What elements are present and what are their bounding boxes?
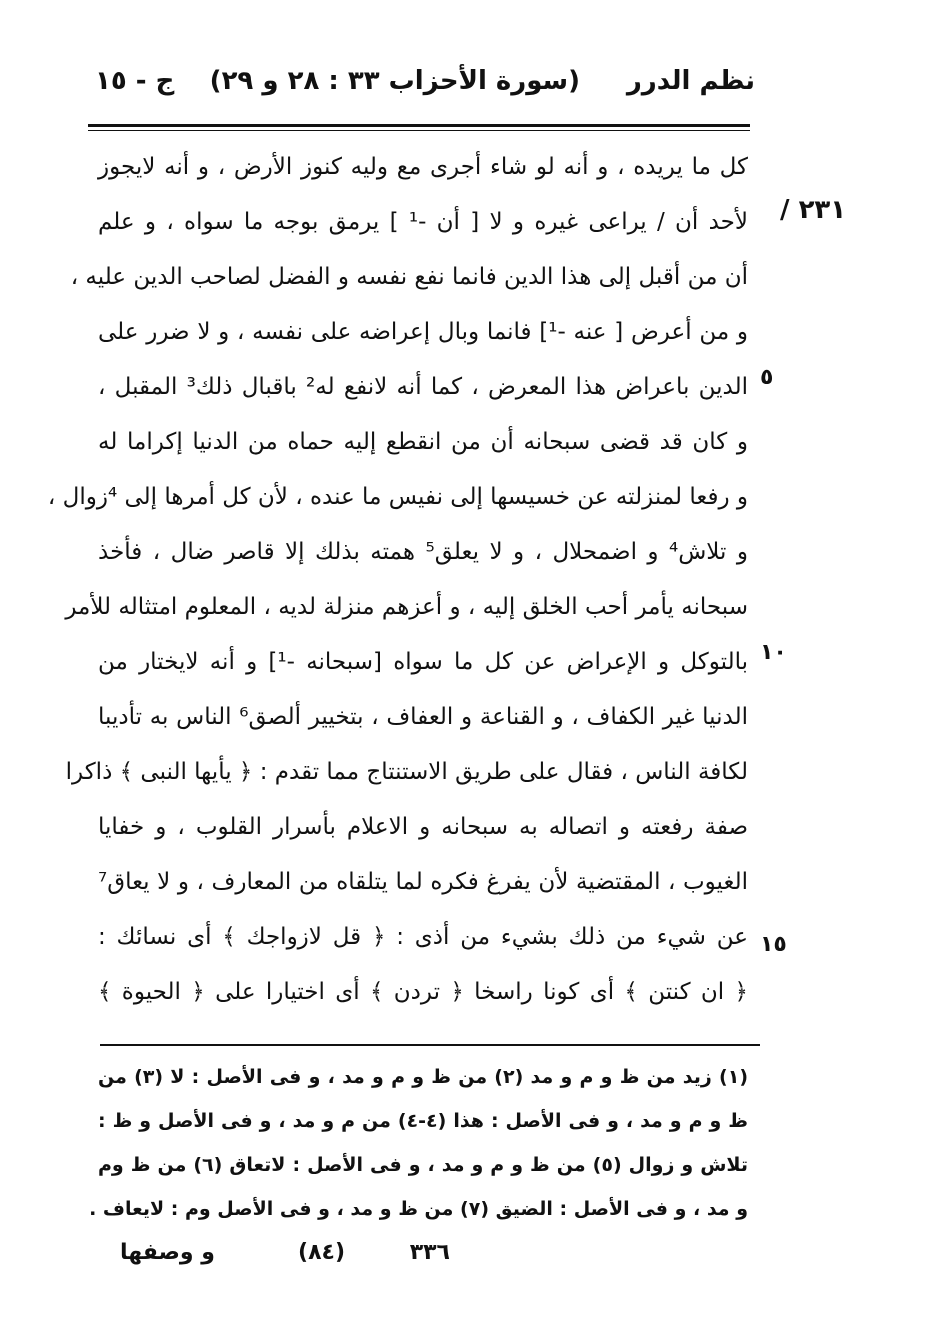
text-line: لكافة الناس ، فقال على طريق الاستنتاج مما تقدم : ﴿ يأيها النبى ﴾ ذاكرا bbox=[65, 759, 748, 785]
text-line: سبحانه يأمر أحب الخلق إليه ، و أعزهم منزلة لديه ، المعلوم امتثاله للأمر bbox=[65, 594, 748, 620]
text-line: ﴿ ان كنتن ﴾ أى كونا راسخا ﴿ تردن ﴾ أى اختيارا على ﴿ الحيوة ﴾ bbox=[98, 979, 748, 1005]
text-line: الدنيا غير الكفاف ، و القناعة و العفاف ، بتخيير ألصق⁶ الناس به تأديبا bbox=[98, 704, 748, 730]
footnote-line: و مد ، و فى الأصل : الضيق (٧) من ظ و مد ، و فى الأصل وم : لايعاف . bbox=[89, 1198, 748, 1220]
line-number-5: ٥ bbox=[760, 365, 774, 390]
catchword: و وصفها bbox=[120, 1240, 215, 1265]
footnotes bbox=[89, 1055, 749, 1231]
text-line: عن شيء من ذلك بشيء من أذى : ﴿ قل لازواجك ﴾ أى نسائك : bbox=[98, 924, 748, 950]
line-number-10: ١٠ bbox=[760, 640, 787, 665]
footnote-separator bbox=[100, 1044, 760, 1046]
text-line: الغيوب ، المقتضية لأن يفرغ فكره لما يتلقاه من المعارف ، و لا يعاق⁷ bbox=[98, 869, 748, 895]
text-line: صفة رفعته و اتصاله به سبحانه و الاعلام بأسرار القلوب ، و خفايا bbox=[98, 814, 748, 840]
page-header bbox=[95, 66, 755, 116]
text-line: و تلاش⁴ و اضمحلال ، و لا يعلق⁵ همته بذلك إلا قاصر ضال ، فأخذ bbox=[98, 539, 748, 565]
book-title: نظم الدرر bbox=[626, 66, 755, 96]
page-footer bbox=[120, 1240, 760, 1280]
text-line: أن من أقبل إلى هذا الدين فانما نفع نفسه و الفضل لصاحب الدين عليه ، bbox=[70, 264, 748, 290]
text-line: بالتوكل و الإعراض عن كل ما سواه [سبحانه -¹] و أنه لايختار من bbox=[98, 649, 748, 675]
print-sheet-reference: (٨٤) bbox=[298, 1240, 345, 1265]
text-line: كل ما يريده ، و أنه لو شاء أجرى مع وليه كنوز الأرض ، و أنه لايجوز bbox=[98, 154, 748, 180]
text-line: و من أعرض [ عنه -¹] فانما وبال إعراضه على نفسه ، و لا ضرر على bbox=[98, 319, 748, 345]
text-line: لأحد أن / يراعى غيره و لا [ أن -¹ ] يرمق بوجه ما سواه ، و علم bbox=[98, 209, 749, 235]
part-reference: ج - ١٥ bbox=[95, 66, 175, 96]
line-number-15: ١٥ bbox=[760, 932, 787, 957]
header-rule-thick bbox=[88, 124, 750, 127]
footnote-line: تلاش و زوال (٥) من ظ و م و مد ، و فى الأصل : لاتعاق (٦) من ظ وم bbox=[98, 1154, 748, 1176]
surah-reference: (سورة الأحزاب ٣٣ : ٢٨ و ٢٩) bbox=[209, 66, 580, 96]
main-text bbox=[47, 140, 749, 1020]
header-rule-thin bbox=[88, 130, 750, 131]
text-line: و كان قد قضى سبحانه أن من انقطع إليه حماه من الدنيا إكراما له bbox=[98, 429, 748, 455]
text-line: و رفعا لمنزلته عن خسيسها إلى نفيس ما عنده ، لأن كل أمرها إلى ⁴زوال ، bbox=[47, 484, 748, 510]
text-line: الدين باعراض هذا المعرض ، كما أنه لانفع له² باقبال ذلك³ المقبل ، bbox=[98, 374, 748, 400]
footnote-line: (١) زيد من ظ و م و مد (٢) من ظ و م و مد ، و فى الأصل : لا (٣) من bbox=[98, 1066, 749, 1088]
margin-folio-reference: ٢٣١ / bbox=[780, 195, 847, 225]
footnote-line: ظ و م و مد ، و فى الأصل : هذا (٤-٤) من م و مد ، و فى الأصل و ظ : bbox=[98, 1110, 748, 1132]
page-number: ٣٣٦ bbox=[409, 1240, 450, 1265]
